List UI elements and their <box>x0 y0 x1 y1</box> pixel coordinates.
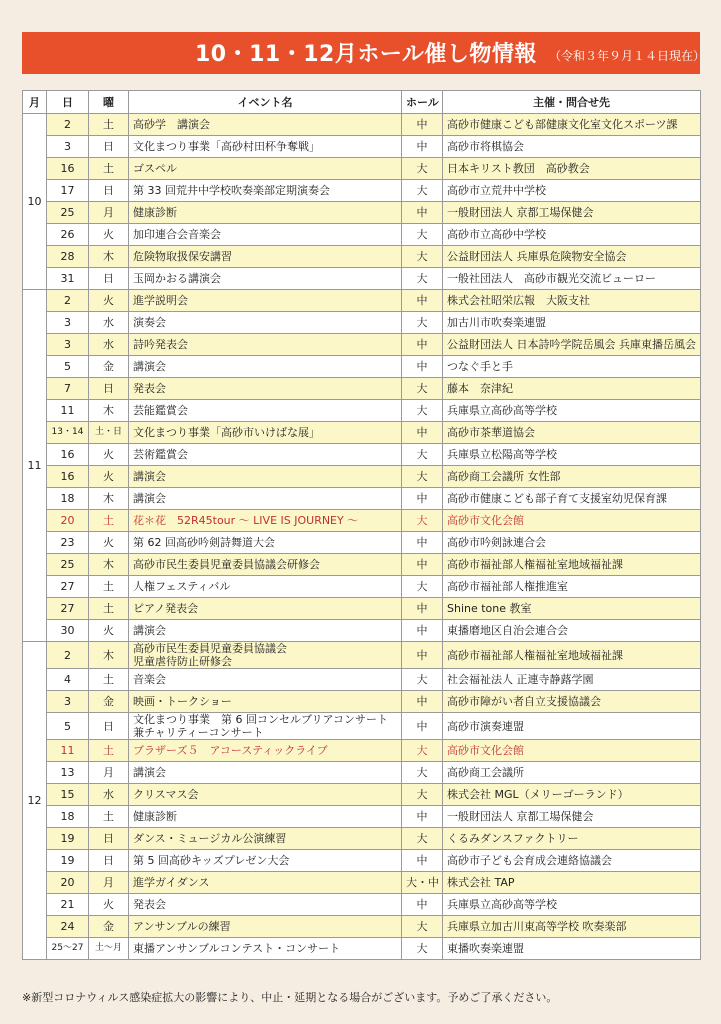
hall-cell: 中 <box>402 290 443 312</box>
table-row <box>23 740 701 762</box>
day-cell: 19 <box>47 850 89 872</box>
table-row <box>23 850 701 872</box>
event-cell: 人権フェスティバル <box>129 576 402 598</box>
day-cell: 26 <box>47 224 89 246</box>
weekday-cell: 土 <box>89 158 129 180</box>
weekday-cell: 土 <box>89 740 129 762</box>
table-row <box>23 938 701 960</box>
event-cell: 進学ガイダンス <box>129 872 402 894</box>
weekday-cell: 火 <box>89 444 129 466</box>
organizer-cell: 高砂市健康こども部子育て支援室幼児保育課 <box>443 488 701 510</box>
weekday-cell: 日 <box>89 268 129 290</box>
weekday-cell: 火 <box>89 224 129 246</box>
weekday-cell: 木 <box>89 642 129 669</box>
day-cell: 25～27 <box>47 938 89 960</box>
day-cell: 19 <box>47 828 89 850</box>
event-cell: 講演会 <box>129 488 402 510</box>
table-row <box>23 290 701 312</box>
organizer-cell: 高砂市福祉部人権福祉室地域福祉課 <box>443 642 701 669</box>
hall-cell: 中 <box>402 850 443 872</box>
organizer-cell: 兵庫県立高砂高等学校 <box>443 400 701 422</box>
hall-cell: 大 <box>402 510 443 532</box>
day-cell: 16 <box>47 466 89 488</box>
organizer-cell: 社会福祉法人 正連寺静蕗学園 <box>443 669 701 691</box>
organizer-cell: 株式会社昭栄広報 大阪支社 <box>443 290 701 312</box>
day-cell: 28 <box>47 246 89 268</box>
event-cell: 第 62 回高砂吟剣詩舞道大会 <box>129 532 402 554</box>
day-cell: 2 <box>47 642 89 669</box>
hall-cell: 中 <box>402 598 443 620</box>
hall-cell: 中 <box>402 620 443 642</box>
organizer-cell: 高砂市立荒井中学校 <box>443 180 701 202</box>
event-cell: 第 5 回高砂キッズプレゼン大会 <box>129 850 402 872</box>
organizer-cell: 株式会社 MGL（メリーゴーランド） <box>443 784 701 806</box>
organizer-cell: 兵庫県立松陽高等学校 <box>443 444 701 466</box>
table-row <box>23 444 701 466</box>
organizer-cell: 藤本 奈津紀 <box>443 378 701 400</box>
hall-cell: 大 <box>402 158 443 180</box>
day-cell: 21 <box>47 894 89 916</box>
table-row <box>23 894 701 916</box>
day-cell: 27 <box>47 598 89 620</box>
weekday-cell: 金 <box>89 916 129 938</box>
hall-cell: 中 <box>402 691 443 713</box>
day-cell: 31 <box>47 268 89 290</box>
organizer-cell: 高砂市文化会館 <box>443 510 701 532</box>
day-cell: 15 <box>47 784 89 806</box>
organizer-cell: 高砂市立高砂中学校 <box>443 224 701 246</box>
table-row <box>23 488 701 510</box>
table-row <box>23 180 701 202</box>
weekday-cell: 月 <box>89 872 129 894</box>
day-cell: 5 <box>47 713 89 740</box>
event-cell: アンサンブルの練習 <box>129 916 402 938</box>
table-row <box>23 334 701 356</box>
hall-cell: 大 <box>402 246 443 268</box>
organizer-cell: Shine tone 教室 <box>443 598 701 620</box>
event-cell: 高砂学 講演会 <box>129 114 402 136</box>
organizer-cell: 高砂市子ども会育成会連絡協議会 <box>443 850 701 872</box>
table-row <box>23 224 701 246</box>
weekday-cell: 木 <box>89 554 129 576</box>
event-cell: 映画・トークショー <box>129 691 402 713</box>
day-cell: 13 <box>47 762 89 784</box>
event-cell: 詩吟発表会 <box>129 334 402 356</box>
event-cell: 健康診断 <box>129 202 402 224</box>
day-cell: 3 <box>47 312 89 334</box>
day-cell: 25 <box>47 202 89 224</box>
table-row <box>23 400 701 422</box>
table-row <box>23 422 701 444</box>
hall-cell: 中 <box>402 334 443 356</box>
organizer-cell: 兵庫県立高砂高等学校 <box>443 894 701 916</box>
organizer-cell: くるみダンスファクトリー <box>443 828 701 850</box>
table-row <box>23 828 701 850</box>
month-cell: 11 <box>23 290 47 642</box>
event-cell: 講演会 <box>129 466 402 488</box>
event-cell: 健康診断 <box>129 806 402 828</box>
hall-cell: 大 <box>402 762 443 784</box>
table-row <box>23 642 701 669</box>
day-cell: 25 <box>47 554 89 576</box>
event-table <box>22 90 701 960</box>
table-row <box>23 762 701 784</box>
organizer-cell: 高砂市障がい者自立支援協議会 <box>443 691 701 713</box>
table-body <box>23 114 701 960</box>
weekday-cell: 土 <box>89 806 129 828</box>
title-banner <box>22 32 706 74</box>
table-row <box>23 202 701 224</box>
organizer-cell: 高砂市健康こども部健康文化室文化スポーツ課 <box>443 114 701 136</box>
hall-cell: 中 <box>402 806 443 828</box>
table-row <box>23 576 701 598</box>
day-cell: 3 <box>47 136 89 158</box>
day-cell: 5 <box>47 356 89 378</box>
weekday-cell: 土 <box>89 510 129 532</box>
organizer-cell: 高砂市吟剣詠連合会 <box>443 532 701 554</box>
event-cell: 文化まつり事業「高砂村田杯争奪戦」 <box>129 136 402 158</box>
table-row <box>23 268 701 290</box>
col-header-event: イベント名 <box>129 91 402 114</box>
hall-cell: 中 <box>402 642 443 669</box>
weekday-cell: 日 <box>89 828 129 850</box>
day-cell: 3 <box>47 691 89 713</box>
hall-cell: 中 <box>402 202 443 224</box>
organizer-cell: 高砂商工会議所 <box>443 762 701 784</box>
event-cell: クリスマス会 <box>129 784 402 806</box>
table-row <box>23 312 701 334</box>
month-cell: 12 <box>23 642 47 960</box>
weekday-cell: 月 <box>89 762 129 784</box>
as-of-date: （令和３年９月１４日現在） <box>549 49 706 63</box>
day-cell: 27 <box>47 576 89 598</box>
organizer-cell: 兵庫県立加古川東高等学校 吹奏楽部 <box>443 916 701 938</box>
weekday-cell: 火 <box>89 466 129 488</box>
table-row <box>23 466 701 488</box>
weekday-cell: 土・日 <box>89 422 129 444</box>
month-cell: 10 <box>23 114 47 290</box>
day-cell: 23 <box>47 532 89 554</box>
weekday-cell: 水 <box>89 312 129 334</box>
weekday-cell: 水 <box>89 334 129 356</box>
hall-cell: 大 <box>402 669 443 691</box>
hall-cell: 大 <box>402 400 443 422</box>
weekday-cell: 日 <box>89 850 129 872</box>
organizer-cell: 高砂市茶華道協会 <box>443 422 701 444</box>
event-cell: 芸能鑑賞会 <box>129 400 402 422</box>
organizer-cell: 高砂市演奏連盟 <box>443 713 701 740</box>
organizer-cell: 株式会社 TAP <box>443 872 701 894</box>
table-row <box>23 806 701 828</box>
organizer-cell: 一般社団法人 高砂市観光交流ビューロー <box>443 268 701 290</box>
hall-cell: 大 <box>402 312 443 334</box>
event-cell: 加印連合会音楽会 <box>129 224 402 246</box>
col-header-hall: ホール <box>402 91 443 114</box>
table-row <box>23 784 701 806</box>
event-cell: 講演会 <box>129 620 402 642</box>
weekday-cell: 土 <box>89 576 129 598</box>
col-header-day: 日 <box>47 91 89 114</box>
event-cell: 東播アンサンブルコンテスト・コンサート <box>129 938 402 960</box>
day-cell: 17 <box>47 180 89 202</box>
event-cell: 講演会 <box>129 762 402 784</box>
organizer-cell: 公益財団法人 兵庫県危険物安全協会 <box>443 246 701 268</box>
hall-cell: 大・中 <box>402 872 443 894</box>
event-cell: 花＊花 52R45tour ～ LIVE IS JOURNEY ～ <box>129 510 402 532</box>
table-row <box>23 158 701 180</box>
day-cell: 2 <box>47 114 89 136</box>
weekday-cell: 水 <box>89 784 129 806</box>
col-header-organizer: 主催・問合せ先 <box>443 91 701 114</box>
hall-cell: 大 <box>402 828 443 850</box>
organizer-cell: つなぐ手と手 <box>443 356 701 378</box>
hall-cell: 大 <box>402 378 443 400</box>
table-row <box>23 554 701 576</box>
table-header-row <box>23 91 701 114</box>
col-header-weekday: 曜 <box>89 91 129 114</box>
event-cell: 講演会 <box>129 356 402 378</box>
organizer-cell: 高砂市文化会館 <box>443 740 701 762</box>
weekday-cell: 月 <box>89 202 129 224</box>
weekday-cell: 木 <box>89 400 129 422</box>
hall-cell: 大 <box>402 180 443 202</box>
weekday-cell: 日 <box>89 713 129 740</box>
hall-cell: 大 <box>402 444 443 466</box>
day-cell: 11 <box>47 740 89 762</box>
day-cell: 20 <box>47 872 89 894</box>
weekday-cell: 金 <box>89 356 129 378</box>
hall-cell: 大 <box>402 938 443 960</box>
day-cell: 11 <box>47 400 89 422</box>
organizer-cell: 公益財団法人 日本詩吟学院岳風会 兵庫東播岳風会 <box>443 334 701 356</box>
weekday-cell: 土 <box>89 114 129 136</box>
hall-cell: 大 <box>402 224 443 246</box>
table-row <box>23 356 701 378</box>
event-cell <box>129 713 402 740</box>
hall-cell: 中 <box>402 422 443 444</box>
table-row <box>23 114 701 136</box>
event-cell: ピアノ発表会 <box>129 598 402 620</box>
event-cell: 高砂市民生委員児童委員協議会研修会 <box>129 554 402 576</box>
weekday-cell: 土 <box>89 669 129 691</box>
organizer-cell: 一般財団法人 京都工場保健会 <box>443 202 701 224</box>
event-cell: 演奏会 <box>129 312 402 334</box>
hall-cell: 大 <box>402 784 443 806</box>
day-cell: 13・14 <box>47 422 89 444</box>
weekday-cell: 火 <box>89 894 129 916</box>
event-cell: 発表会 <box>129 894 402 916</box>
weekday-cell: 日 <box>89 136 129 158</box>
day-cell: 2 <box>47 290 89 312</box>
day-cell: 20 <box>47 510 89 532</box>
table-row <box>23 136 701 158</box>
table-row <box>23 246 701 268</box>
day-cell: 16 <box>47 158 89 180</box>
day-cell: 4 <box>47 669 89 691</box>
weekday-cell: 木 <box>89 246 129 268</box>
event-cell: 芸術鑑賞会 <box>129 444 402 466</box>
weekday-cell: 木 <box>89 488 129 510</box>
event-cell <box>129 642 402 669</box>
day-cell: 16 <box>47 444 89 466</box>
event-cell: ブラザーズ５ アコースティックライブ <box>129 740 402 762</box>
organizer-cell: 高砂市福祉部人権推進室 <box>443 576 701 598</box>
table-row <box>23 691 701 713</box>
table-row <box>23 620 701 642</box>
event-cell: ゴスペル <box>129 158 402 180</box>
hall-cell: 中 <box>402 488 443 510</box>
hall-cell: 中 <box>402 554 443 576</box>
event-line-1: 文化まつり事業 第 6 回コンセルブリアコンサート <box>133 713 389 726</box>
weekday-cell: 日 <box>89 180 129 202</box>
table-row <box>23 532 701 554</box>
event-line-2: 児童虐待防止研修会 <box>133 655 232 668</box>
day-cell: 24 <box>47 916 89 938</box>
hall-cell: 大 <box>402 268 443 290</box>
day-cell: 18 <box>47 806 89 828</box>
table-row <box>23 669 701 691</box>
hall-cell: 中 <box>402 136 443 158</box>
page-title: 10・11・12月ホール催し物情報 <box>195 42 537 67</box>
hall-cell: 中 <box>402 713 443 740</box>
hall-cell: 中 <box>402 894 443 916</box>
table-row <box>23 598 701 620</box>
weekday-cell: 金 <box>89 691 129 713</box>
table-row <box>23 916 701 938</box>
table-row <box>23 378 701 400</box>
organizer-cell: 東播磨地区自治会連合会 <box>443 620 701 642</box>
organizer-cell: 加古川市吹奏楽連盟 <box>443 312 701 334</box>
event-line-2: 兼チャリティーコンサート <box>133 726 264 739</box>
organizer-cell: 東播吹奏楽連盟 <box>443 938 701 960</box>
hall-cell: 大 <box>402 576 443 598</box>
hall-cell: 中 <box>402 114 443 136</box>
event-cell: 進学説明会 <box>129 290 402 312</box>
organizer-cell: 一般財団法人 京都工場保健会 <box>443 806 701 828</box>
event-cell: 音楽会 <box>129 669 402 691</box>
day-cell: 7 <box>47 378 89 400</box>
table-row <box>23 713 701 740</box>
col-header-month: 月 <box>23 91 47 114</box>
organizer-cell: 高砂市将棋協会 <box>443 136 701 158</box>
event-cell: ダンス・ミュージカル公演練習 <box>129 828 402 850</box>
weekday-cell: 土～月 <box>89 938 129 960</box>
hall-cell: 大 <box>402 740 443 762</box>
event-line-1: 高砂市民生委員児童委員協議会 <box>133 642 287 655</box>
day-cell: 18 <box>47 488 89 510</box>
footnote: ※新型コロナウィルス感染症拡大の影響により、中止・延期となる場合がございます。予めご了承ください。 <box>22 991 558 1004</box>
weekday-cell: 日 <box>89 378 129 400</box>
event-cell: 文化まつり事業「高砂市いけばな展」 <box>129 422 402 444</box>
hall-cell: 大 <box>402 916 443 938</box>
weekday-cell: 火 <box>89 290 129 312</box>
hall-cell: 中 <box>402 532 443 554</box>
event-cell: 危険物取扱保安講習 <box>129 246 402 268</box>
weekday-cell: 火 <box>89 532 129 554</box>
hall-cell: 中 <box>402 356 443 378</box>
day-cell: 3 <box>47 334 89 356</box>
weekday-cell: 火 <box>89 620 129 642</box>
event-cell: 発表会 <box>129 378 402 400</box>
table-row <box>23 510 701 532</box>
weekday-cell: 土 <box>89 598 129 620</box>
hall-cell: 大 <box>402 466 443 488</box>
event-cell: 第 33 回荒井中学校吹奏楽部定期演奏会 <box>129 180 402 202</box>
organizer-cell: 高砂商工会議所 女性部 <box>443 466 701 488</box>
organizer-cell: 高砂市福祉部人権福祉室地域福祉課 <box>443 554 701 576</box>
event-cell: 玉岡かおる講演会 <box>129 268 402 290</box>
organizer-cell: 日本キリスト教団 高砂教会 <box>443 158 701 180</box>
table-row <box>23 872 701 894</box>
day-cell: 30 <box>47 620 89 642</box>
